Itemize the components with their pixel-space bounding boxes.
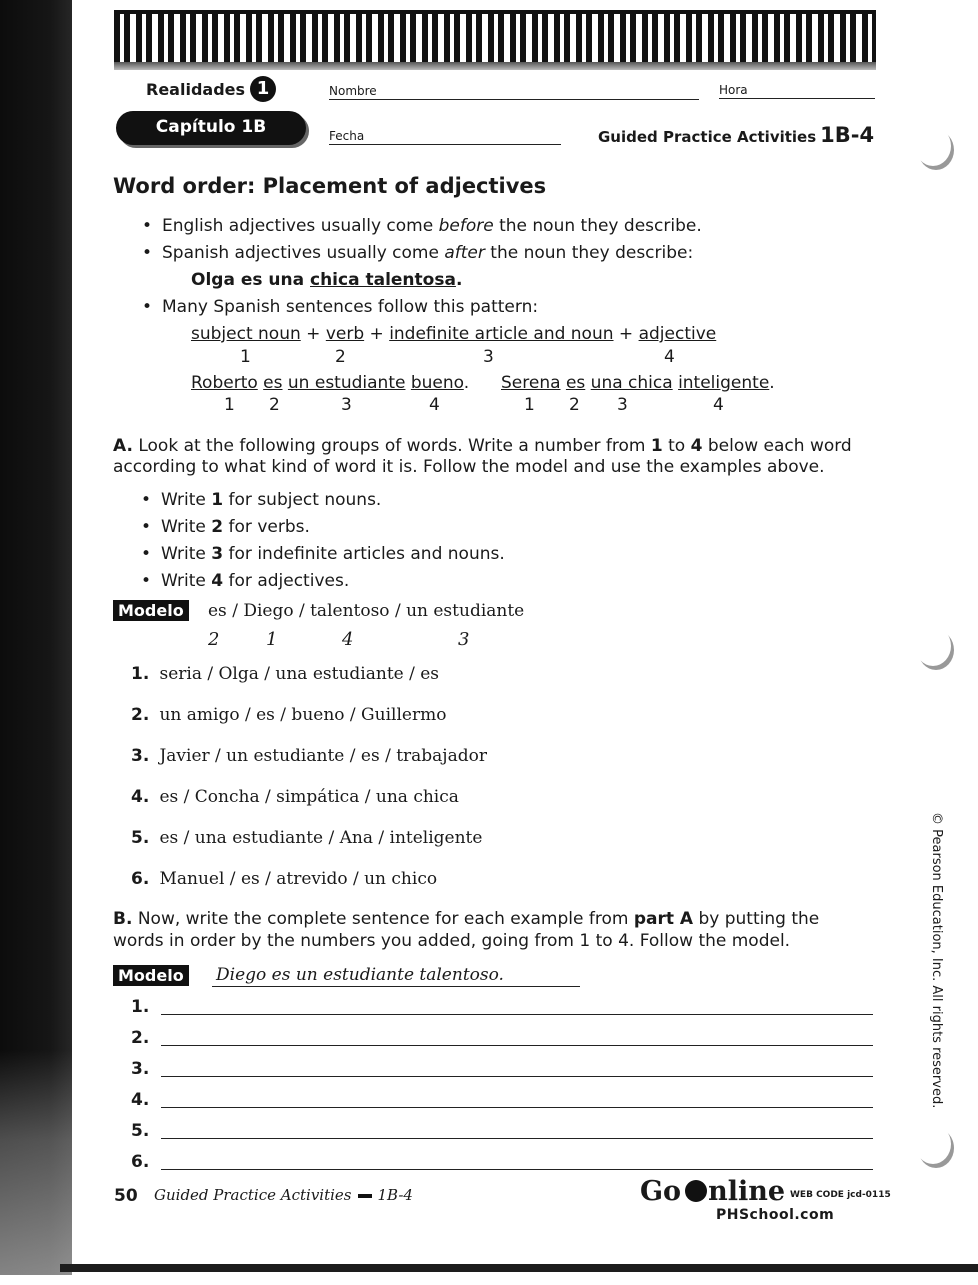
pattern-adjective: adjective [638, 324, 717, 344]
modelo-answer-line [212, 986, 580, 987]
banner-shadow [114, 62, 876, 70]
example-num: 2 [269, 395, 280, 415]
binder-hole-icon [918, 130, 954, 170]
part-a-modelo-badge: Modelo [113, 601, 189, 620]
rule-pattern-intro: • Many Spanish sentences follow this pattern: [142, 297, 539, 317]
modelo-number: 1 [266, 629, 278, 650]
part-b-line-number: 3. [131, 1059, 150, 1079]
part-a-bullet: • Write 2 for verbs. [141, 517, 310, 537]
bullet-icon: • [141, 571, 152, 591]
rule-spanish: • Spanish adjectives usually come after the noun they describe: [142, 243, 694, 263]
part-b-modelo-answer: Diego es un estudiante talentoso. [216, 965, 504, 985]
bullet-icon: • [141, 517, 152, 537]
bullet-icon: • [142, 243, 153, 263]
web-code: WEB CODE jcd-0115 [790, 1190, 891, 1200]
chapter-badge: Capítulo 1B [116, 111, 306, 145]
part-b-line-number: 4. [131, 1090, 150, 1110]
page-number: 50 [114, 1186, 138, 1206]
hora-field[interactable] [719, 98, 875, 99]
part-a-item[interactable]: 2. un amigo / es / bueno / Guillermo [131, 705, 447, 725]
page-bottom-edge [60, 1264, 978, 1272]
part-a-bullet: • Write 3 for indefinite articles and nouns. [141, 544, 505, 564]
example-num: 1 [524, 395, 535, 415]
binder-hole-icon [918, 630, 954, 670]
example-num: 3 [617, 395, 628, 415]
pattern-num: 4 [664, 347, 675, 367]
answer-line-3[interactable] [161, 1076, 873, 1077]
answer-line-1[interactable] [161, 1014, 873, 1015]
part-a-item[interactable]: 5. es / una estudiante / Ana / inteligente [131, 828, 483, 848]
fecha-label: Fecha [329, 129, 365, 143]
part-a-modelo-words: es / Diego / talentoso / un estudiante [208, 601, 525, 621]
example-sentence-2: Serena es una chica inteligente. [501, 373, 775, 393]
page-title: Word order: Placement of adjectives [113, 174, 547, 198]
part-a-item[interactable]: 6. Manuel / es / atrevido / un chico [131, 869, 438, 889]
example-num: 2 [569, 395, 580, 415]
decorative-banner [114, 10, 876, 70]
realidades-label: Realidades [146, 80, 246, 99]
binder-hole-icon [918, 1128, 954, 1168]
part-a-item[interactable]: 4. es / Concha / simpática / una chica [131, 787, 459, 807]
footer-reference: Guided Practice Activities 1B-4 [154, 1186, 413, 1204]
activity-title [598, 123, 874, 147]
website-link[interactable]: PHSchool.com [716, 1207, 835, 1223]
globe-icon [685, 1180, 707, 1202]
part-b-line-number: 2. [131, 1028, 150, 1048]
activity-label: Guided Practice Activities [598, 128, 817, 146]
answer-line-5[interactable] [161, 1138, 873, 1139]
part-a-item[interactable]: 1. seria / Olga / una estudiante / es [131, 664, 440, 684]
dash-icon [358, 1194, 372, 1198]
nombre-field[interactable] [329, 99, 699, 100]
modelo-number: 2 [208, 629, 220, 650]
pattern-verb: verb [325, 324, 365, 344]
nombre-label: Nombre [329, 84, 377, 98]
pattern-num: 3 [483, 347, 494, 367]
example-num: 3 [341, 395, 352, 415]
hora-label: Hora [719, 83, 748, 97]
example-num: 1 [224, 395, 235, 415]
activity-code: 1B-4 [820, 123, 875, 147]
pattern-row: subject noun + verb + indefinite article and noun + adjective [191, 324, 717, 344]
bullet-icon: • [141, 490, 152, 510]
pattern-num: 1 [240, 347, 251, 367]
answer-line-4[interactable] [161, 1107, 873, 1108]
fecha-field[interactable] [329, 144, 561, 145]
answer-line-6[interactable] [161, 1169, 873, 1170]
part-b-instructions: B. Now, write the complete sentence for each example from part A by putting the [113, 909, 820, 929]
part-a-instructions-2: according to what kind of word it is. Follow the model and use the examples above. [113, 457, 825, 477]
part-b-instructions-2: words in order by the numbers you added, going from 1 to 4. Follow the model. [113, 931, 791, 951]
part-b-modelo-badge: Modelo [113, 966, 189, 985]
answer-line-2[interactable] [161, 1045, 873, 1046]
part-a-instructions: A. Look at the following groups of words. Write a number from 1 to 4 below each word [113, 436, 852, 456]
part-b-line-number: 1. [131, 997, 150, 1017]
part-b-line-number: 6. [131, 1152, 150, 1172]
go-online-logo: Go nline [640, 1176, 786, 1207]
example-num: 4 [713, 395, 724, 415]
part-a-bullet: • Write 4 for adjectives. [141, 571, 350, 591]
pattern-subject: subject noun [191, 324, 301, 344]
pattern-num: 2 [335, 347, 346, 367]
level-badge: 1 [250, 76, 276, 102]
copyright-notice: © Pearson Education, Inc. All rights reserved. [929, 812, 944, 1109]
binding-spine-fade [0, 1050, 72, 1275]
part-a-item[interactable]: 3. Javier / un estudiante / es / trabajador [131, 746, 487, 766]
bullet-icon: • [141, 544, 152, 564]
bullet-icon: • [142, 297, 153, 317]
rule-english: • English adjectives usually come before the noun they describe. [142, 216, 702, 236]
modelo-number: 4 [342, 629, 354, 650]
example-num: 4 [429, 395, 440, 415]
part-b-line-number: 5. [131, 1121, 150, 1141]
example-sentence-1: Roberto es un estudiante bueno. [191, 373, 470, 393]
rule-example: Olga es una chica talentosa. [191, 270, 463, 290]
pattern-article-noun: indefinite article and noun [389, 324, 614, 344]
modelo-number: 3 [458, 629, 470, 650]
bullet-icon: • [142, 216, 153, 236]
part-a-bullet: • Write 1 for subject nouns. [141, 490, 382, 510]
